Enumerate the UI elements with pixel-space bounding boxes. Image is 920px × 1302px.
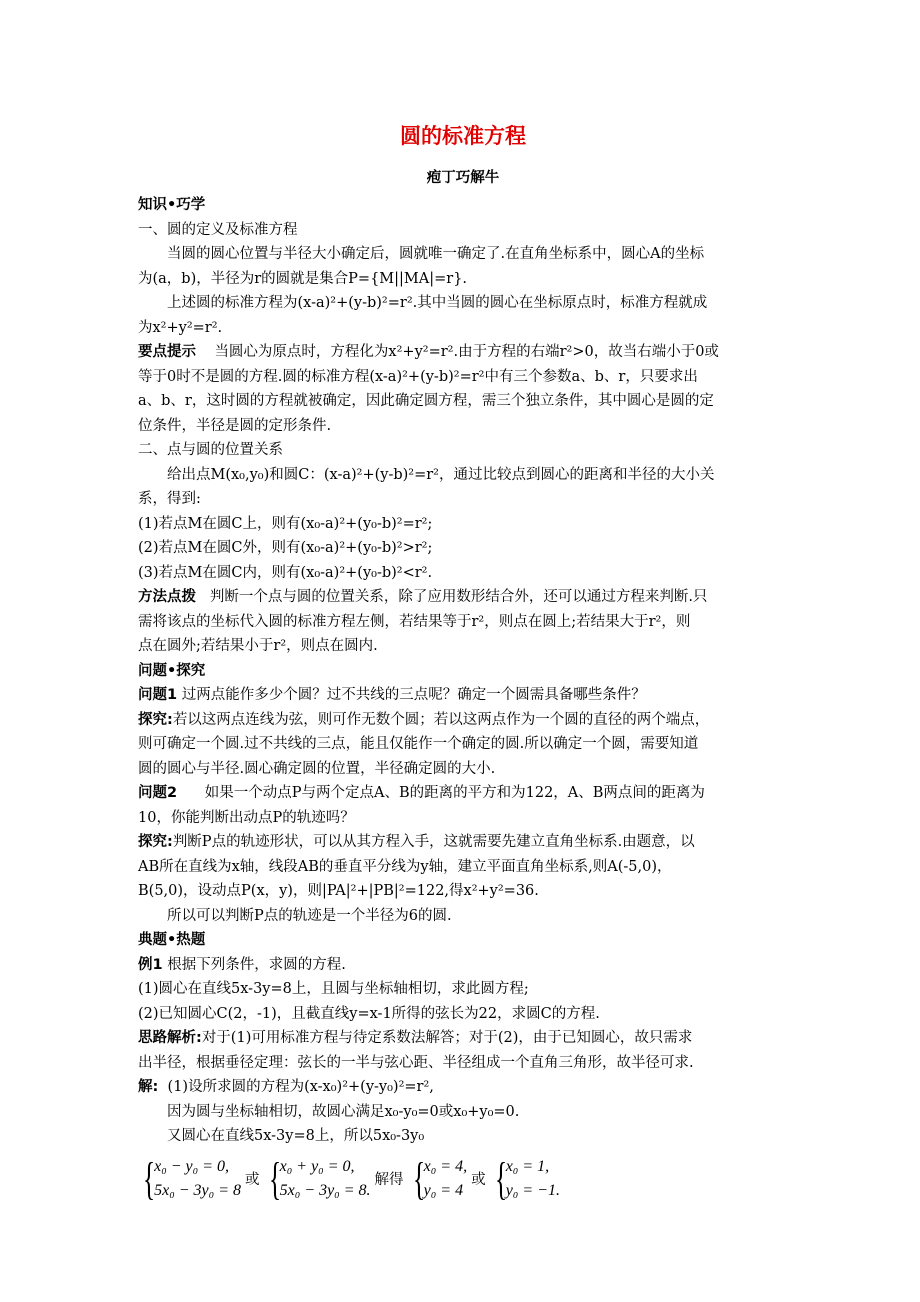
paragraph-line: a、b、r，这时圆的方程就被确定，因此确定圆方程，需三个独立条件，其中圆心是圆的定 (138, 393, 714, 409)
subsection-heading-1: 一、圆的定义及标准方程 (138, 221, 298, 238)
page-title: 圆的标准方程 (400, 124, 526, 148)
paragraph-line: (1)设所求圆的方程为(x-x₀)²+(y-y₀)²=r², (167, 1079, 434, 1095)
case-item: (2)若点M在圆C外，则有(x₀-a)²+(y₀-b)²>r²; (138, 540, 433, 556)
left-brace: { (268, 1152, 281, 1204)
paragraph-line: 出半径，根据垂径定理：弦长的一半与弦心距、半径组成一个直角三角形，故半径可求. (138, 1054, 694, 1071)
paragraph-line: 若以这两点连线为弦，则可作无数个圆；若以这两点作为一个圆的直径的两个端点， (172, 711, 710, 728)
paragraph-line: 判断一个点与圆的位置关系，除了应用数形结合外，还可以通过方程来判断.只 (209, 589, 708, 605)
paragraph-line: 因为圆与坐标轴相切，故圆心满足x₀-y₀=0或x₀+y₀=0. (167, 1103, 520, 1120)
question-text: 如果一个动点P与两个定点A、B的距离的平方和为122，A、B两点间的距离为 (204, 785, 705, 801)
paragraph-line: 等于0时不是圆的方程.圆的标准方程(x-a)²+(y-b)²=r²中有三个参数a、b、r，只要求出 (138, 368, 698, 385)
equation-solution-1: x₀ = 4, y₀ = 4 (423, 1157, 468, 1199)
subsection-heading-2: 二、点与圆的位置关系 (138, 442, 283, 458)
analysis-label: 思路解析: (138, 1030, 202, 1046)
left-brace: { (494, 1152, 507, 1204)
example-text: 根据下列条件，求圆的方程. (167, 956, 346, 973)
left-brace: { (412, 1152, 425, 1204)
section-heading-questions: 问题•探究 (138, 662, 206, 679)
question-text: 过两点能作多少个圆？过不共线的三点呢？确定一个圆需具备哪些条件？ (181, 687, 646, 703)
paragraph-line: 给出点M(x₀,y₀)和圆C：(x-a)²+(y-b)²=r²，通过比较点到圆心的距离和半径的大小关 (167, 466, 715, 483)
paragraph-line: 位条件，半径是圆的定形条件. (138, 417, 332, 434)
section-heading-examples: 典题•热题 (138, 932, 206, 948)
paragraph-line: B(5,0)，设动点P(x，y)，则|PA|²+|PB|²=122,得x²+y²=36. (138, 883, 539, 899)
method-label: 方法点拨 (138, 589, 196, 605)
equation-systems: { x₀ − y₀ = 0, 5x₀ − 3y₀ = 8 或 { x₀ + y₀ = 0, 5x₀ − 3y₀ = 8. 解得 { x₀ = 4, y₀ = 4 或 { x₀ = 1, y₀ = −1. (142, 1152, 560, 1204)
paragraph-line: AB所在直线为x轴，线段AB的垂直平分线为y轴，建立平面直角坐标系,则A(-5,0)， (138, 858, 672, 875)
case-item: (3)若点M在圆C内，则有(x₀-a)²+(y₀-b)²<r². (138, 564, 433, 581)
equation-system-2: x₀ + y₀ = 0, 5x₀ − 3y₀ = 8. (279, 1157, 371, 1199)
paragraph-line: 圆的圆心与半径.圆心确定圆的位置，半径确定圆的大小. (138, 760, 496, 777)
page-subtitle: 疱丁巧解牛 (426, 170, 500, 186)
paragraph-line: 当圆的圆心位置与半径大小确定后，圆就唯一确定了.在直角坐标系中，圆心A的坐标 (167, 246, 705, 262)
document-page (138, 118, 788, 1203)
section-heading-knowledge: 知识•巧学 (138, 197, 206, 213)
question-label: 问题1 (138, 687, 178, 703)
case-item: (1)若点M在圆C上，则有(x₀-a)²+(y₀-b)²=r²; (138, 515, 433, 532)
equation-system-1: x₀ − y₀ = 0, 5x₀ − 3y₀ = 8 (154, 1157, 242, 1199)
paragraph-line: 点在圆外;若结果小于r²，则点在圆内. (138, 638, 378, 654)
paragraph-line: 对于(1)可用标准方程与待定系数法解答；对于(2)，由于已知圆心，故只需求 (201, 1030, 693, 1046)
paragraph-line: 则可确定一个圆.过不共线的三点，能且仅能作一个确定的圆.所以确定一个圆，需要知道 (138, 736, 699, 752)
left-brace: { (142, 1152, 156, 1204)
key-point-label: 要点提示 (138, 344, 196, 360)
explore-label: 探究: (138, 834, 173, 850)
example-label: 例1 (138, 956, 163, 973)
equation-solution-2: x₀ = 1, y₀ = −1. (505, 1157, 560, 1199)
paragraph-line: 所以可以判断P点的轨迹是一个半径为6的圆. (167, 907, 452, 924)
solution-label: 解: (138, 1079, 159, 1095)
question-label: 问题2 (138, 785, 178, 801)
paragraph-line: 10，你能判断出动点P的轨迹吗？ (138, 809, 355, 826)
paragraph-line: 需将该点的坐标代入圆的标准方程左侧，若结果等于r²，则点在圆上;若结果大于r²，则 (138, 613, 691, 630)
explore-label: 探究: (138, 711, 173, 728)
paragraph-line: 又圆心在直线5x-3y=8上，所以5x₀-3y₀ (167, 1128, 425, 1144)
paragraph-line: 当圆心为原点时，方程化为x²+y²=r².由于方程的右端r²>0，故当右端小于0或 (214, 344, 719, 360)
paragraph-line: 为(a，b)，半径为r的圆就是集合P={M||MA|=r}. (138, 270, 468, 287)
example-condition: (2)已知圆心C(2，-1)，且截直线y=x-1所得的弦长为22，求圆C的方程. (138, 1005, 600, 1022)
paragraph-line: 上述圆的标准方程为(x-a)²+(y-b)²=r².其中当圆的圆心在坐标原点时，标准方程就成 (167, 295, 708, 311)
paragraph-line: 系，得到: (138, 491, 201, 507)
paragraph-line: 为x²+y²=r². (138, 319, 223, 336)
example-condition: (1)圆心在直线5x-3y=8上，且圆与坐标轴相切，求此圆方程; (138, 981, 529, 997)
paragraph-line: 判断P点的轨迹形状，可以从其方程入手，这就需要先建立直角坐标系.由题意，以 (172, 834, 695, 850)
